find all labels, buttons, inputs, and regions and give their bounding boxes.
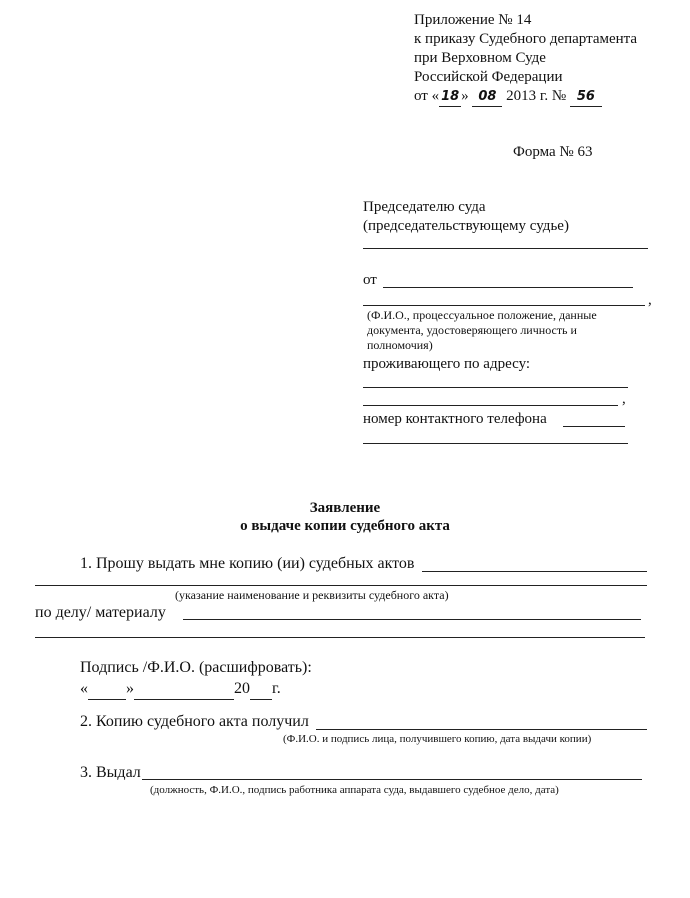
order-number-handwritten: 56 bbox=[570, 88, 602, 107]
item3-issued: 3. Выдал bbox=[80, 764, 141, 781]
phone-blank-line-2 bbox=[363, 443, 628, 444]
address-label: проживающего по адресу: bbox=[363, 356, 531, 372]
appendix-number: Приложение № 14 bbox=[414, 12, 532, 28]
sig-month-blank bbox=[134, 679, 234, 700]
date-month-handwritten: 08 bbox=[472, 88, 502, 107]
document-subtitle: о выдаче копии судебного акта bbox=[240, 518, 450, 534]
date-prefix: от « bbox=[414, 88, 440, 104]
sig-date-open: « bbox=[80, 680, 88, 697]
item1-request: 1. Прошу выдать мне копию (ии) судебных актов bbox=[80, 555, 415, 572]
case-label: по делу/ материалу bbox=[35, 604, 166, 621]
fio-hint-line1: (Ф.И.О., процессуальное положение, данные bbox=[367, 308, 597, 322]
appendix-order-ref: к приказу Судебного департамента bbox=[414, 31, 638, 47]
addressee-presiding-judge: (председательствующему судье) bbox=[363, 218, 569, 234]
item3-hint: (должность, Ф.И.О., подпись работника аппарата суда, выдавшего судебное дело, дата) bbox=[150, 784, 559, 796]
item2-blank-line bbox=[316, 729, 647, 730]
sig-year-suffix: г. bbox=[272, 680, 281, 697]
address-blank-line-2 bbox=[363, 405, 618, 406]
fio-hint-line3: полномочия) bbox=[367, 338, 433, 352]
from-label: от bbox=[363, 272, 377, 288]
sig-day-blank bbox=[88, 679, 126, 700]
phone-blank-line bbox=[563, 426, 625, 427]
item1-blank-line bbox=[422, 571, 647, 572]
from-blank-line-2 bbox=[363, 305, 645, 306]
addressee-blank-line bbox=[363, 248, 648, 249]
date-year: 2013 г. № bbox=[506, 88, 567, 104]
signature-date-line bbox=[80, 679, 281, 700]
address-comma: , bbox=[622, 391, 626, 407]
appendix-date-line bbox=[414, 87, 602, 107]
address-blank-line-1 bbox=[363, 387, 628, 388]
document-title: Заявление bbox=[309, 500, 381, 516]
case-blank-line-2 bbox=[35, 637, 645, 638]
item2-received: 2. Копию судебного акта получил bbox=[80, 713, 309, 730]
appendix-country: Российской Федерации bbox=[414, 69, 563, 85]
from-blank-line bbox=[383, 287, 633, 288]
item3-blank-line bbox=[142, 779, 642, 780]
fio-hint-line2: документа, удостоверяющего личность и bbox=[367, 323, 577, 337]
sig-century: 20 bbox=[234, 680, 250, 697]
item1-hint: (указание наименование и реквизиты судебного акта) bbox=[175, 588, 449, 602]
appendix-court: при Верховном Суде bbox=[414, 50, 546, 66]
from-comma: , bbox=[648, 292, 652, 308]
addressee-chairman: Председателю суда bbox=[363, 199, 486, 215]
sig-date-close: » bbox=[126, 680, 134, 697]
form-number: Форма № 63 bbox=[513, 144, 593, 160]
phone-label: номер контактного телефона bbox=[363, 411, 547, 427]
case-blank-line bbox=[183, 619, 641, 620]
sig-year-blank bbox=[250, 679, 272, 700]
date-mid: » bbox=[461, 88, 469, 104]
date-day-handwritten: 18 bbox=[439, 88, 461, 107]
signature-label: Подпись /Ф.И.О. (расшифровать): bbox=[80, 659, 312, 676]
item2-hint: (Ф.И.О. и подпись лица, получившего копию, дата выдачи копии) bbox=[283, 733, 592, 745]
item1-blank-line-2 bbox=[35, 585, 647, 586]
